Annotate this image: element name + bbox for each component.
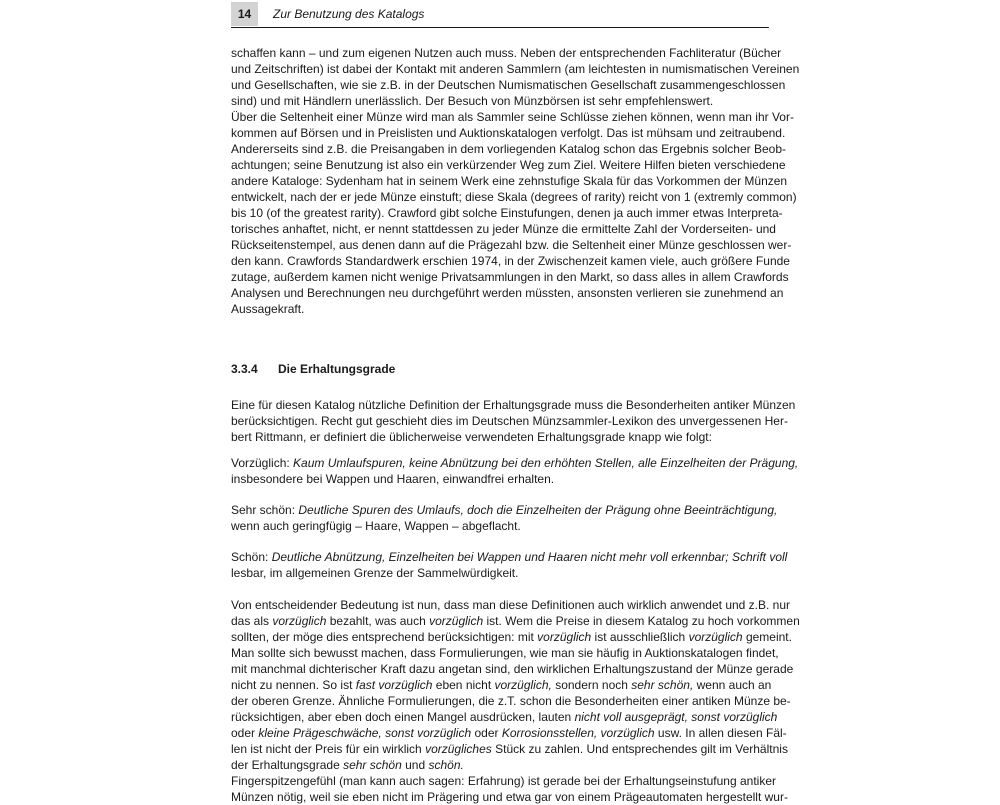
text-run: schaffen kann – und zum eigenen Nutzen auch muss. Neben der entsprechenden Fachliteratur (Bücher <box>231 46 782 60</box>
text-run: nicht zu nennen. So ist <box>231 678 356 692</box>
text-line <box>231 45 782 61</box>
text-run: andere Kataloge: Sydenham hat in seinem Werk eine zehnstufige Skala für das Vorkommen der Münzen <box>231 174 788 188</box>
italic-term: sehr schön <box>343 758 402 772</box>
italic-term: Korrosionsstellen, vorzüglich <box>501 726 655 740</box>
text-line <box>231 455 799 471</box>
italic-term: vorzüglich <box>272 614 327 628</box>
text-line <box>231 205 783 221</box>
text-line <box>231 518 769 534</box>
text-line <box>231 397 796 413</box>
text-run: len ist nicht der Preis für ein wirklich <box>231 742 426 756</box>
text-run: zutage, außerdem kamen nicht wenige Privatsammlungen in den Markt, so dass alles in allem Crawfords <box>231 270 789 284</box>
text-line <box>231 157 786 173</box>
text-run: den kann. Crawfords Standardwerk erschien 1974, in der Zwischenzeit kamen viele, auch größere Funde <box>231 254 790 268</box>
text-line <box>231 789 788 805</box>
italic-term: Deutliche Abnützung, Einzelheiten bei Wappen und Haaren nicht mehr voll erkennbar; Schrift voll <box>268 550 788 564</box>
text-run: eben nicht <box>432 678 495 692</box>
text-run: sollten, der möge dies entsprechend berücksichtigen: mit <box>231 630 538 644</box>
running-header <box>231 0 769 28</box>
text-run: Rückseitenstempel, aus denen dann auf die Prägezahl bzw. die Seltenheit einer Münze geschlossen wer- <box>231 238 792 252</box>
text-run: Schön: <box>231 550 269 564</box>
text-run: ist ausschließlich <box>591 630 689 644</box>
text-run: bezahlt, was auch <box>326 614 430 628</box>
text-line <box>231 741 788 757</box>
text-run: berücksichtigen. Recht gut geschieht dies im Deutschen Münzsammler-Lexikon des unvergessenen Her- <box>231 414 788 428</box>
text-run: torisches anhaftet, nicht, er nennt stattdessen zu jeder Münze die ermittelte Zahl der Vorderseiten- und <box>231 222 776 236</box>
text-line <box>231 773 776 789</box>
text-line <box>231 285 784 301</box>
text-run: kommen auf Börsen und in Preislisten und Auktionskatalogen verfolgt. Das ist mühsam und zeitraubend. <box>231 126 786 140</box>
text-run: rücksichtigen, aber eben doch einen Mangel ausdrücken, lauten <box>231 710 575 724</box>
text-line <box>231 725 787 741</box>
italic-term: kleine Prägeschwäche, sonst vorzüglich <box>258 726 472 740</box>
text-run: Von entscheidender Bedeutung ist nun, dass man diese Definitionen auch wirklich anwendet und z.B. nur <box>231 598 791 612</box>
italic-term: vorzüglich <box>429 614 484 628</box>
running-title: Zur Benutzung des Katalogs <box>273 7 425 21</box>
text-run: Fingerspitzengefühl (man kann auch sagen: Erfahrung) ist gerade bei der Erhaltungseinstufung antiker <box>231 774 776 788</box>
text-run: das als <box>231 614 273 628</box>
italic-term: sehr schön, <box>631 678 694 692</box>
text-run: Sehr schön: <box>231 503 296 517</box>
text-run: sondern noch <box>551 678 632 692</box>
text-run: usw. In allen diesen Fäl- <box>654 726 787 740</box>
italic-term: vorzüglich <box>537 630 592 644</box>
text-run: wenn auch geringfügig – Haare, Wappen – abgeflacht. <box>231 519 521 533</box>
text-line <box>231 661 794 677</box>
text-line <box>231 629 792 645</box>
text-run: achtungen; seine Benutzung ist also ein verkürzender Weg zum Ziel. Weitere Hilfen bieten verschiedene <box>231 158 786 172</box>
text-line <box>231 173 788 189</box>
italic-term: Deutliche Spuren des Umlaufs, doch die Einzelheiten der Prägung ohne Beeinträchtigung, <box>295 503 778 517</box>
text-run: Man sollte sich bewusst machen, dass Formulierungen, wie man sie häufig in Auktionskatalogen findet, <box>231 646 779 660</box>
text-line <box>231 93 769 109</box>
text-line <box>231 301 769 317</box>
page-number: 14 <box>231 2 258 26</box>
italic-term: vorzüglich <box>688 630 743 644</box>
text-line <box>231 189 797 205</box>
italic-term: schön. <box>428 758 464 772</box>
text-run: bert Rittmann, er definiert die üblicherweise verwendeten Erhaltungsgrade knapp wie folgt: <box>231 430 712 444</box>
italic-term: Kaum Umlaufspuren, keine Abnützung bei den erhöhten Stellen, alle Einzelheiten der Prägung, <box>289 456 799 470</box>
text-run: Analysen und Berechnungen neu durchgeführt werden müssten, ansonsten verlieren sie zunehmend an <box>231 286 784 300</box>
text-run: Andererseits sind z.B. die Preisangaben in dem vorliegenden Katalog schon das Ergebnis solcher Beob- <box>231 142 786 156</box>
text-line <box>231 677 772 693</box>
text-line <box>231 237 792 253</box>
text-run: Vorzüglich: <box>231 456 290 470</box>
text-line <box>231 253 790 269</box>
text-run: oder <box>231 726 259 740</box>
text-run: entwickelt, nach der er jede Münze einstuft; diese Skala (degrees of rarity) reicht von 1 (extremly common) <box>231 190 797 204</box>
text-line <box>231 613 800 629</box>
text-line <box>231 693 791 709</box>
italic-term: vorzügliches <box>425 742 492 756</box>
text-run: der Erhaltungsgrade <box>231 758 344 772</box>
text-run: sind) und mit Händlern unerlässlich. Der Besuch von Münzbörsen ist sehr empfehlenswert. <box>231 94 714 108</box>
text-line <box>231 565 769 581</box>
text-line <box>231 429 769 445</box>
text-run: Über die Seltenheit einer Münze wird man als Sammler seine Schlüsse ziehen können, wenn man ihr Vor- <box>231 110 794 124</box>
text-run: mit manchmal dichterischer Kraft dazu angetan sind, den wirklichen Erhaltungszustand der Münze gerade <box>231 662 794 676</box>
text-line <box>231 125 786 141</box>
text-run: lesbar, im allgemeinen Grenze der Sammelwürdigkeit. <box>231 566 519 580</box>
section-heading <box>231 361 769 377</box>
section-title: Die Erhaltungsgrade <box>278 362 396 376</box>
text-run: Münzen nötig, weil sie eben nicht im Prägering und etwa gar von einem Prägeautomaten hergestellt wur- <box>231 790 788 804</box>
text-line <box>231 221 776 237</box>
text-run: Eine für diesen Katalog nützliche Definition der Erhaltungsgrade muss die Besonderheiten antiker Münzen <box>231 398 796 412</box>
text-run: oder <box>471 726 502 740</box>
italic-term: nicht voll ausgeprägt, sonst vorzüglich <box>574 710 778 724</box>
text-run: wenn auch an <box>693 678 772 692</box>
text-run: bis 10 (of the greatest rarity). Crawford gibt solche Einstufungen, denen ja auch immer etwas Interpreta- <box>231 206 783 220</box>
text-line <box>231 549 788 565</box>
text-run: Stück zu zahlen. Und entsprechendes gilt im Verhältnis <box>491 742 788 756</box>
italic-term: vorzüglich, <box>494 678 552 692</box>
section-number: 3.3.4 <box>231 362 258 376</box>
text-run: und Zeitschriften) ist dabei der Kontakt mit anderen Sammlern (am leichtesten in numismatischen Vereinen <box>231 62 800 76</box>
text-line <box>231 77 786 93</box>
text-run: ist. Wem die Preise in diesem Katalog zu hoch vorkommen <box>483 614 800 628</box>
text-line <box>231 141 786 157</box>
text-line <box>231 645 779 661</box>
text-line <box>231 471 769 487</box>
text-line <box>231 413 788 429</box>
text-run: insbesondere bei Wappen und Haaren, einwandfrei erhalten. <box>231 472 555 486</box>
text-line <box>231 61 800 77</box>
text-run: der oberen Grenze. Ähnliche Formulierungen, die z.T. schon die Besonderheiten einer antiken Münze be- <box>231 694 791 708</box>
text-line <box>231 709 778 725</box>
text-line <box>231 109 794 125</box>
text-line <box>231 597 791 613</box>
text-run: gemeint. <box>742 630 792 644</box>
text-line <box>231 269 789 285</box>
text-line <box>231 757 769 773</box>
text-line <box>231 502 778 518</box>
text-run: und Gesellschaften, wie sie z.B. in der Deutschen Numismatischen Gesellschaft zusammengeschlossen <box>231 78 786 92</box>
text-run: und <box>401 758 429 772</box>
italic-term: fast vorzüglich <box>355 678 433 692</box>
text-run: Aussagekraft. <box>231 302 305 316</box>
